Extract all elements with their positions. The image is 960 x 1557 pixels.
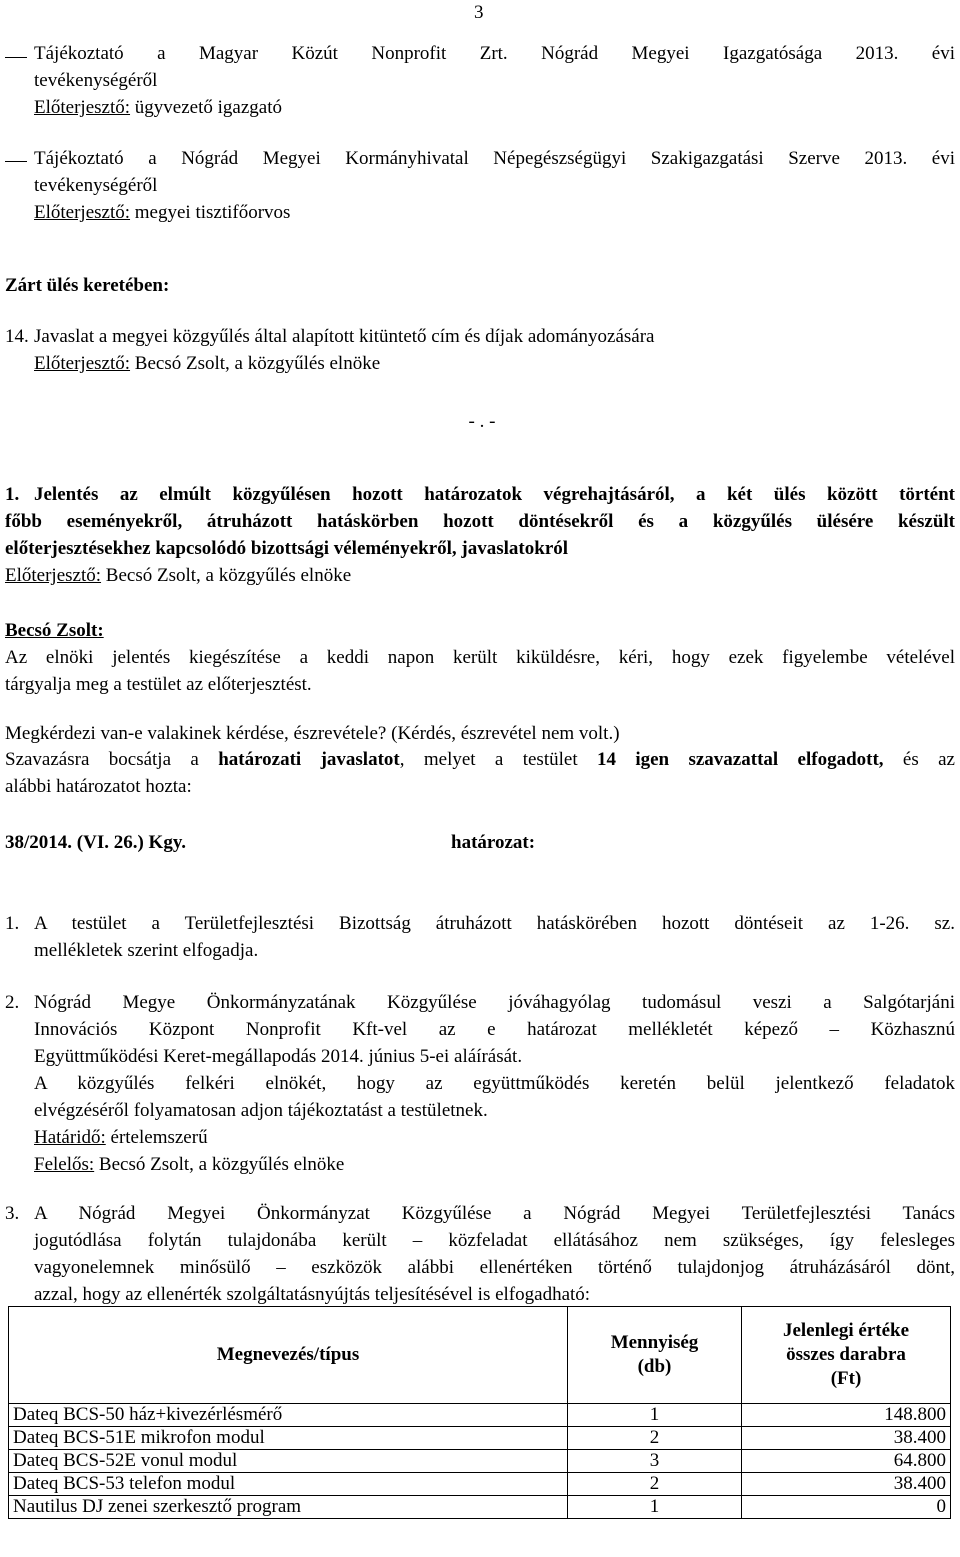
point-text: Nógrád Megye Önkormányzatának Közgyűlése jóváhagyólag tudomásul veszi a Salgótarjáni	[34, 992, 955, 1013]
speech-text: Az elnöki jelentés kiegészítése a keddi napon került kiküldésre, kéri, hogy ezek figyelembe vételével	[5, 647, 955, 668]
vote-text-part: és az	[883, 749, 955, 770]
point-3	[34, 1200, 955, 1308]
header-name: Megnevezés/típus	[9, 1307, 568, 1404]
table-row	[9, 1427, 951, 1450]
vote-text	[5, 746, 955, 773]
agenda-item-title-cont: tevékenységéről	[34, 70, 158, 91]
point-text: A Nógrád Megyei Önkormányzat Közgyűlése a Nógrád Megyei Területfejlesztési Tanács	[34, 1203, 955, 1224]
point-number: 1.	[5, 913, 20, 934]
agenda-item-title-cont: tevékenységéről	[34, 175, 158, 196]
agenda-item	[34, 40, 955, 121]
header-value-line2: összes darabra	[786, 1344, 906, 1365]
vote-bold-part: 14 igen szavazattal elfogadott,	[596, 749, 884, 770]
point-2	[34, 989, 955, 1178]
header-value-line3: (Ft)	[830, 1368, 862, 1389]
vote-bold-part: határozati javaslatot	[218, 749, 400, 770]
cell-name: Dateq BCS-51E mikrofon modul	[9, 1427, 568, 1450]
agenda-item	[34, 145, 955, 226]
resolution-label-text: határozat:	[451, 832, 536, 853]
presenter-name: ügyvezető igazgató	[130, 97, 282, 118]
point-number: 3.	[5, 1203, 20, 1224]
cell-name: Dateq BCS-50 ház+kivezérlésmérő	[9, 1404, 568, 1427]
vote-paragraph	[5, 746, 955, 800]
item-14-title: Javaslat a megyei közgyűlés által alapított kitüntető cím és díjak adományozására	[34, 326, 655, 347]
point-text: Együttműködési Keret-megállapodás 2014. június 5-ei aláírását.	[34, 1046, 523, 1067]
resolution-id-text: 38/2014. (VI. 26.) Kgy.	[5, 832, 187, 853]
presenter-label: Előterjesztő:	[34, 97, 131, 118]
item-number: 14.	[5, 326, 29, 347]
point-text: vagyonelemnek minősülő – eszközök alábbi ellenértéken történő tulajdonjog átruházásáról dönt,	[34, 1257, 955, 1278]
table-row	[9, 1473, 951, 1496]
section-1	[5, 481, 955, 589]
speaker-name: Becsó Zsolt:	[5, 620, 104, 641]
closed-session-heading-text: Zárt ülés keretében:	[5, 275, 170, 296]
point-text: A testület a Területfejlesztési Bizottság átruházott hatáskörében hozott döntéseit az 1-26. sz.	[34, 913, 955, 934]
table-row	[9, 1496, 951, 1519]
point-text: jogutódlása folytán tulajdonába került – közfeladat ellátásához nem szükséges, így felesleges	[34, 1230, 955, 1251]
point-number: 2.	[5, 992, 20, 1013]
header-quantity-line2: (db)	[637, 1356, 672, 1377]
table-header-row	[9, 1307, 951, 1404]
point-text: azzal, hogy az ellenérték szolgáltatásnyújtás teljesítésével is elfogadható:	[34, 1284, 591, 1305]
deadline-value: értelemszerű	[105, 1127, 208, 1148]
separator-text: - . -	[468, 411, 496, 432]
header-quantity	[568, 1307, 742, 1404]
speech-text: tárgyalja meg a testület az előterjesztést.	[5, 674, 312, 695]
section-1-presenter	[5, 562, 955, 589]
item-14	[34, 323, 955, 377]
dash-bullet	[5, 57, 27, 58]
presenter-name: Becsó Zsolt, a közgyűlés elnöke	[101, 565, 352, 586]
presenter-name: Becsó Zsolt, a közgyűlés elnöke	[130, 353, 381, 374]
agenda-item-title: Tájékoztató a Magyar Közút Nonprofit Zrt. Nógrád Megyei Igazgatósága 2013. évi	[34, 43, 955, 64]
header-value	[742, 1307, 951, 1404]
responsible-line	[34, 1151, 955, 1178]
deadline-line	[34, 1124, 955, 1151]
responsible-value: Becsó Zsolt, a közgyűlés elnöke	[94, 1154, 345, 1175]
section-1-title-cont: előterjesztésekhez kapcsolódó bizottsági véleményekről, javaslatokról	[5, 538, 569, 559]
header-value-line1: Jelenlegi értéke	[782, 1320, 910, 1341]
questions-paragraph	[5, 720, 955, 747]
asset-table	[8, 1306, 951, 1519]
item-14-presenter	[34, 350, 955, 377]
cell-value: 148.800	[742, 1404, 951, 1427]
resolution-label	[451, 829, 535, 856]
responsible-label: Felelős:	[34, 1154, 95, 1175]
vote-text-cont: alábbi határozatot hozta:	[5, 776, 192, 797]
point-text: A közgyűlés felkéri elnökét, hogy az együttműködés keretén belül jelentkező feladatok	[34, 1073, 955, 1094]
questions-text: Megkérdezi van-e valakinek kérdése, észrevétele? (Kérdés, észrevétel nem volt.)	[5, 723, 620, 744]
cell-value: 38.400	[742, 1427, 951, 1450]
point-text: Innovációs Központ Nonprofit Kft-vel az e határozat mellékletét képező – Közhasznú	[34, 1019, 955, 1040]
section-1-title: Jelentés az elmúlt közgyűlésen hozott határozatok végrehajtásáról, a két ülés között történt	[34, 484, 955, 505]
cell-value: 0	[742, 1496, 951, 1519]
speaker-block	[5, 617, 955, 698]
cell-name: Dateq BCS-53 telefon modul	[9, 1473, 568, 1496]
cell-value: 64.800	[742, 1450, 951, 1473]
presenter-label: Előterjesztő:	[34, 353, 131, 374]
point-text: mellékletek szerint elfogadja.	[34, 940, 259, 961]
point-text: elvégzéséről folyamatosan adjon tájékoztatást a testületnek.	[34, 1100, 488, 1121]
cell-name: Nautilus DJ zenei szerkesztő program	[9, 1496, 568, 1519]
cell-name: Dateq BCS-52E vonul modul	[9, 1450, 568, 1473]
deadline-label: Határidő:	[34, 1127, 106, 1148]
vote-text-part: Szavazásra bocsátja a	[5, 749, 219, 770]
closed-session-heading	[5, 272, 955, 299]
agenda-item-presenter	[34, 199, 955, 226]
section-number: 1.	[5, 484, 20, 505]
cell-quantity: 1	[568, 1496, 742, 1519]
table-row	[9, 1404, 951, 1427]
agenda-item-presenter	[34, 94, 955, 121]
dash-bullet	[5, 161, 27, 162]
section-separator	[460, 408, 504, 435]
point-1	[34, 910, 955, 964]
presenter-label: Előterjesztő:	[5, 565, 102, 586]
table-row	[9, 1450, 951, 1473]
section-1-title-cont: főbb eseményekről, átruházott hatáskörben hozott döntésekről és a közgyűlés ülésére készült	[5, 511, 955, 532]
vote-text-part: , melyet a testület	[399, 749, 597, 770]
cell-quantity: 2	[568, 1473, 742, 1496]
presenter-label: Előterjesztő:	[34, 202, 131, 223]
agenda-item-title: Tájékoztató a Nógrád Megyei Kormányhivatal Népegészségügyi Szakigazgatási Szerve 2013. évi	[34, 148, 955, 169]
page-number: 3	[474, 2, 484, 23]
cell-quantity: 1	[568, 1404, 742, 1427]
cell-quantity: 2	[568, 1427, 742, 1450]
presenter-name: megyei tisztifőorvos	[130, 202, 291, 223]
cell-quantity: 3	[568, 1450, 742, 1473]
cell-value: 38.400	[742, 1473, 951, 1496]
header-quantity-line1: Mennyiség	[610, 1332, 699, 1353]
